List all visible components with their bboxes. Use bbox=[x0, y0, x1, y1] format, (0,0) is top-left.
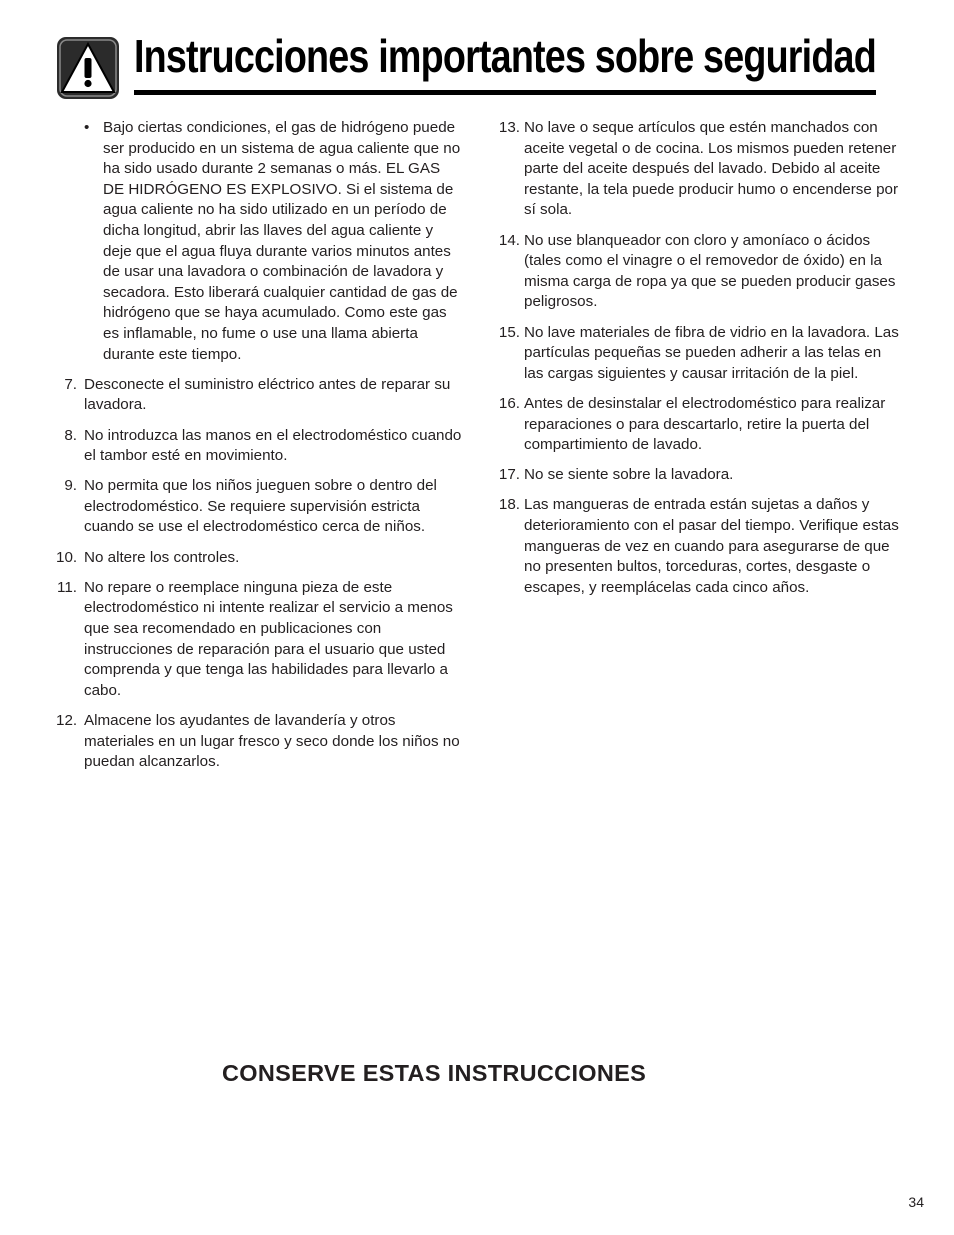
item-text: No se siente sobre la lavadora. bbox=[524, 466, 734, 484]
item-number: 8. bbox=[64, 426, 77, 444]
list-item-bullet bbox=[56, 118, 462, 365]
item-text: Las mangueras de entrada están sujetas a daños y deterioramiento con el pasar del tiempo. Verifique estas mangueras de vez en cuando para asegurarse de que no presenten bultos, torceduras, cortes, desgaste o escapes, y reemplácelas cada cinco años. bbox=[524, 496, 899, 596]
title-underline bbox=[134, 90, 876, 95]
right-column bbox=[496, 118, 901, 608]
page-title: Instrucciones importantes sobre seguridad bbox=[134, 30, 876, 82]
item-number: 12. bbox=[56, 712, 78, 729]
item-number: 18. bbox=[498, 496, 520, 514]
item-text: No altere los controles. bbox=[84, 548, 240, 566]
item-text: No lave o seque artículos que estén manchados con aceite vegetal o de cocina. Los mismos pueden retener parte del aceite después del lavado. Debido al aceite restante, la tela puede producir humo o encenderse por sí sola. bbox=[524, 119, 899, 219]
list-item-17 bbox=[496, 465, 901, 486]
item-number: 17. bbox=[498, 466, 520, 484]
item-text: Antes de desinstalar el electrodoméstico para realizar reparaciones o para descartarlo, retire la puerta del compartimiento de lavado. bbox=[524, 394, 886, 454]
page-number: 34 bbox=[908, 1194, 924, 1210]
left-column bbox=[56, 118, 462, 782]
list-item-14 bbox=[496, 231, 901, 313]
item-text: No repare o reemplace ninguna pieza de este electrodoméstico ni intente realizar el servicio a menos que sea recomendado en publicaciones con instrucciones de reparación para el usuario que usted comprenda y que tenga las habilidades para llevarlo a cabo. bbox=[84, 578, 453, 699]
list-item-13 bbox=[496, 118, 901, 221]
list-item-9 bbox=[56, 476, 462, 538]
bullet-text: Bajo ciertas condiciones, el gas de hidrógeno puede ser producido en un sistema de agua caliente que no ha sido usado durante 2 semanas o más. EL GAS DE HIDRÓGENO ES EXPLOSIVO. Si el sistema de agua caliente no ha sido utilizado en un período de dicha longitud, abrir las llaves del agua caliente y deje que el agua fluya durante varios minutos antes de usar una lavadora o combinación de lavadora y secadora. Esto liberará cualquier cantidad de gas de hidrógeno que se haya acumulado. Como este gas es inflamable, no fume o use una llama abierta durante este tiempo. bbox=[103, 119, 461, 363]
list-item-15 bbox=[496, 323, 901, 385]
item-number: 14. bbox=[498, 231, 520, 249]
item-number: 16. bbox=[498, 394, 520, 412]
item-text: No introduzca las manos en el electrodoméstico cuando el tambor esté en movimiento. bbox=[84, 426, 462, 465]
list-item-10 bbox=[56, 548, 462, 569]
item-text: No use blanqueador con cloro y amoníaco o ácidos (tales como el vinagre o el removedor de óxido) en la misma carga de ropa ya que se pueden producir gases peligrosos. bbox=[524, 231, 896, 311]
item-text: No lave materiales de fibra de vidrio en la lavadora. Las partículas pequeñas se pueden adherir a las telas en las cargas siguientes y causar irritación de la piel. bbox=[524, 323, 899, 382]
item-number: 9. bbox=[64, 477, 77, 495]
item-number: 7. bbox=[64, 375, 77, 393]
warning-triangle-icon bbox=[56, 36, 120, 100]
item-number: 15. bbox=[498, 323, 520, 341]
list-item-7 bbox=[56, 375, 462, 416]
list-item-18 bbox=[496, 495, 901, 598]
item-text: Almacene los ayudantes de lavandería y otros materiales en un lugar fresco y seco donde los niños no puedan alcanzarlos. bbox=[84, 712, 460, 771]
list-item-16 bbox=[496, 394, 901, 456]
list-item-11 bbox=[56, 578, 462, 702]
save-instructions-heading: CONSERVE ESTAS INSTRUCCIONES bbox=[222, 1060, 647, 1086]
list-item-12 bbox=[56, 711, 462, 773]
bullet-marker: • bbox=[84, 119, 90, 136]
page-header bbox=[56, 30, 880, 100]
item-number: 11. bbox=[57, 578, 77, 596]
item-number: 13. bbox=[498, 119, 520, 136]
item-text: No permita que los niños jueguen sobre o dentro del electrodoméstico. Se requiere supervisión estricta cuando se use el electrodoméstico cerca de niños. bbox=[84, 477, 437, 536]
list-item-8 bbox=[56, 426, 462, 467]
item-number: 10. bbox=[56, 548, 78, 566]
item-text: Desconecte el suministro eléctrico antes de reparar su lavadora. bbox=[84, 375, 451, 414]
